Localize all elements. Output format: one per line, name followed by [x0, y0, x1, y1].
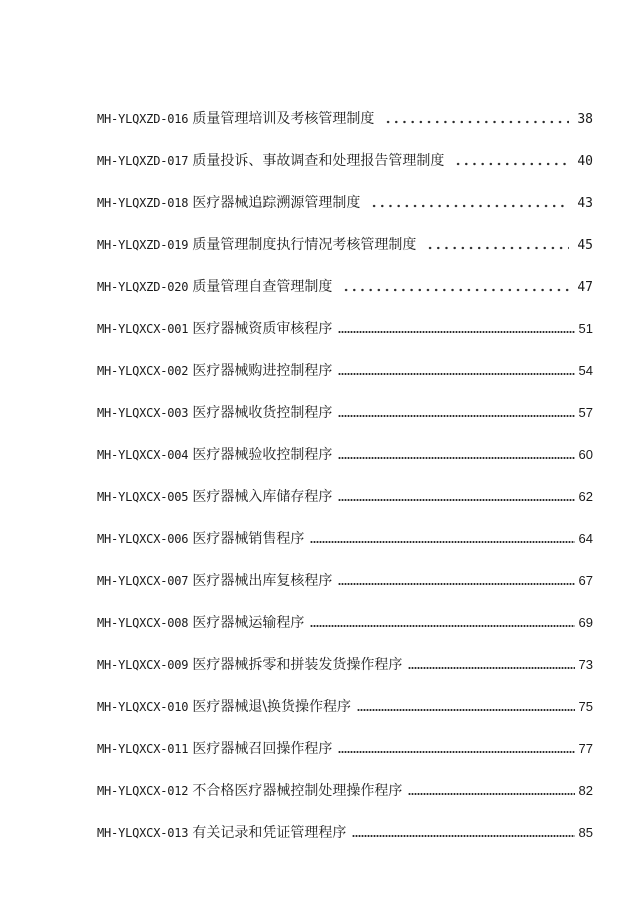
toc-entry: [97, 758, 593, 800]
toc-entry-code: MH-YLQXCX-003: [97, 406, 189, 420]
toc-entry: [97, 296, 593, 338]
toc-entry-title: 医疗器械资质审核程序: [192, 321, 333, 337]
toc-entry-line: [97, 656, 593, 674]
toc-entry: [97, 632, 593, 674]
toc-dot-leader: [426, 246, 569, 250]
toc-entry-page-number: 57: [578, 405, 593, 420]
toc-entry-line: [97, 278, 593, 296]
toc-entry-title: 医疗器械追踪溯源管理制度: [192, 195, 361, 211]
toc-entry-page-number: 40: [577, 154, 593, 169]
toc-entry-line: [97, 110, 593, 128]
toc-entry-page-number: 38: [577, 112, 593, 127]
toc-dot-leader: [408, 792, 574, 796]
toc-dot-leader: [338, 414, 574, 418]
toc-entry-line: [97, 446, 593, 464]
toc-entry-page-number: 60: [578, 447, 593, 462]
toc-entry-line: [97, 404, 593, 422]
toc-entry-page-number: 69: [578, 615, 593, 630]
toc-entry-title: 有关记录和凭证管理程序: [192, 825, 347, 841]
toc-entry: [97, 86, 593, 128]
toc-entry-line: [97, 530, 593, 548]
toc-entry: [97, 422, 593, 464]
toc-entry-title: 医疗器械收货控制程序: [192, 405, 333, 421]
toc-entry: [97, 212, 593, 254]
toc-entry-code: MH-YLQXCX-006: [97, 532, 189, 546]
toc-entry-line: [97, 614, 593, 632]
toc-dot-leader: [338, 750, 574, 754]
toc-entry-code: MH-YLQXZD-020: [97, 280, 189, 294]
toc-entry-line: [97, 320, 593, 338]
toc-entry-title: 质量管理培训及考核管理制度: [192, 111, 375, 127]
toc-entry-line: [97, 194, 593, 212]
toc-entry-page-number: 64: [578, 531, 593, 546]
toc-dot-leader: [370, 204, 569, 208]
toc-entry-line: [97, 488, 593, 506]
toc-entry-line: [97, 572, 593, 590]
toc-entry: [97, 800, 593, 842]
toc-entry-page-number: 75: [578, 699, 593, 714]
toc-dot-leader: [310, 624, 574, 628]
toc-dot-leader: [338, 582, 574, 586]
toc-entry: [97, 506, 593, 548]
toc-entry: [97, 338, 593, 380]
toc-entry-page-number: 67: [578, 573, 593, 588]
toc-entry: [97, 674, 593, 716]
toc-entry-line: [97, 698, 593, 716]
toc-dot-leader: [338, 456, 574, 460]
toc-entry-code: MH-YLQXCX-011: [97, 742, 189, 756]
toc-entry: [97, 716, 593, 758]
toc-entry-code: MH-YLQXCX-001: [97, 322, 189, 336]
toc-entry-code: MH-YLQXCX-009: [97, 658, 189, 672]
toc-entry: [97, 548, 593, 590]
toc-entry: [97, 254, 593, 296]
toc-entry-line: [97, 782, 593, 800]
toc-entry-code: MH-YLQXCX-005: [97, 490, 189, 504]
toc-entry-page-number: 62: [578, 489, 593, 504]
toc-entry-title: 医疗器械退\换货操作程序: [192, 699, 352, 715]
toc-entry-code: MH-YLQXZD-018: [97, 196, 189, 210]
toc-dot-leader: [338, 498, 574, 502]
toc-entry-title: 不合格医疗器械控制处理操作程序: [192, 783, 403, 799]
table-of-contents: [97, 86, 593, 842]
toc-entry-page-number: 85: [578, 825, 593, 840]
toc-dot-leader: [338, 372, 574, 376]
toc-entry-page-number: 47: [577, 280, 593, 295]
toc-entry: [97, 380, 593, 422]
toc-entry-title: 医疗器械召回操作程序: [192, 741, 333, 757]
toc-entry: [97, 464, 593, 506]
toc-entry-code: MH-YLQXCX-012: [97, 784, 189, 798]
toc-entry-code: MH-YLQXCX-002: [97, 364, 189, 378]
toc-entry-title: 质量投诉、事故调查和处理报告管理制度: [192, 153, 445, 169]
toc-entry-title: 医疗器械出库复核程序: [192, 573, 333, 589]
toc-entry-line: [97, 740, 593, 758]
toc-entry-line: [97, 362, 593, 380]
toc-entry-page-number: 73: [578, 657, 593, 672]
toc-dot-leader: [352, 834, 574, 838]
toc-entry-page-number: 54: [578, 363, 593, 378]
toc-entry-title: 医疗器械销售程序: [192, 531, 305, 547]
toc-dot-leader: [338, 330, 574, 334]
toc-entry-page-number: 77: [578, 741, 593, 756]
toc-entry-code: MH-YLQXZD-016: [97, 112, 189, 126]
toc-entry: [97, 170, 593, 212]
toc-entry-title: 质量管理制度执行情况考核管理制度: [192, 237, 417, 253]
toc-entry-code: MH-YLQXCX-013: [97, 826, 189, 840]
toc-entry: [97, 590, 593, 632]
toc-dot-leader: [310, 540, 574, 544]
toc-entry-page-number: 82: [578, 783, 593, 798]
toc-dot-leader: [384, 120, 569, 124]
toc-entry-code: MH-YLQXZD-019: [97, 238, 189, 252]
toc-entry: [97, 128, 593, 170]
toc-dot-leader: [454, 162, 569, 166]
toc-entry-title: 医疗器械入库储存程序: [192, 489, 333, 505]
toc-dot-leader: [342, 288, 569, 292]
toc-entry-code: MH-YLQXCX-004: [97, 448, 189, 462]
toc-entry-title: 质量管理自查管理制度: [192, 279, 333, 295]
toc-dot-leader: [408, 666, 574, 670]
toc-entry-code: MH-YLQXZD-017: [97, 154, 189, 168]
toc-entry-line: [97, 236, 593, 254]
toc-entry-page-number: 43: [577, 196, 593, 211]
toc-entry-code: MH-YLQXCX-010: [97, 700, 189, 714]
toc-entry-code: MH-YLQXCX-008: [97, 616, 189, 630]
toc-entry-code: MH-YLQXCX-007: [97, 574, 189, 588]
toc-entry-page-number: 45: [577, 238, 593, 253]
toc-entry-title: 医疗器械运输程序: [192, 615, 305, 631]
toc-entry-title: 医疗器械购进控制程序: [192, 363, 333, 379]
toc-dot-leader: [357, 708, 574, 712]
toc-entry-page-number: 51: [578, 321, 593, 336]
toc-entry-line: [97, 824, 593, 842]
toc-entry-title: 医疗器械拆零和拼装发货操作程序: [192, 657, 403, 673]
toc-entry-line: [97, 152, 593, 170]
toc-entry-title: 医疗器械验收控制程序: [192, 447, 333, 463]
